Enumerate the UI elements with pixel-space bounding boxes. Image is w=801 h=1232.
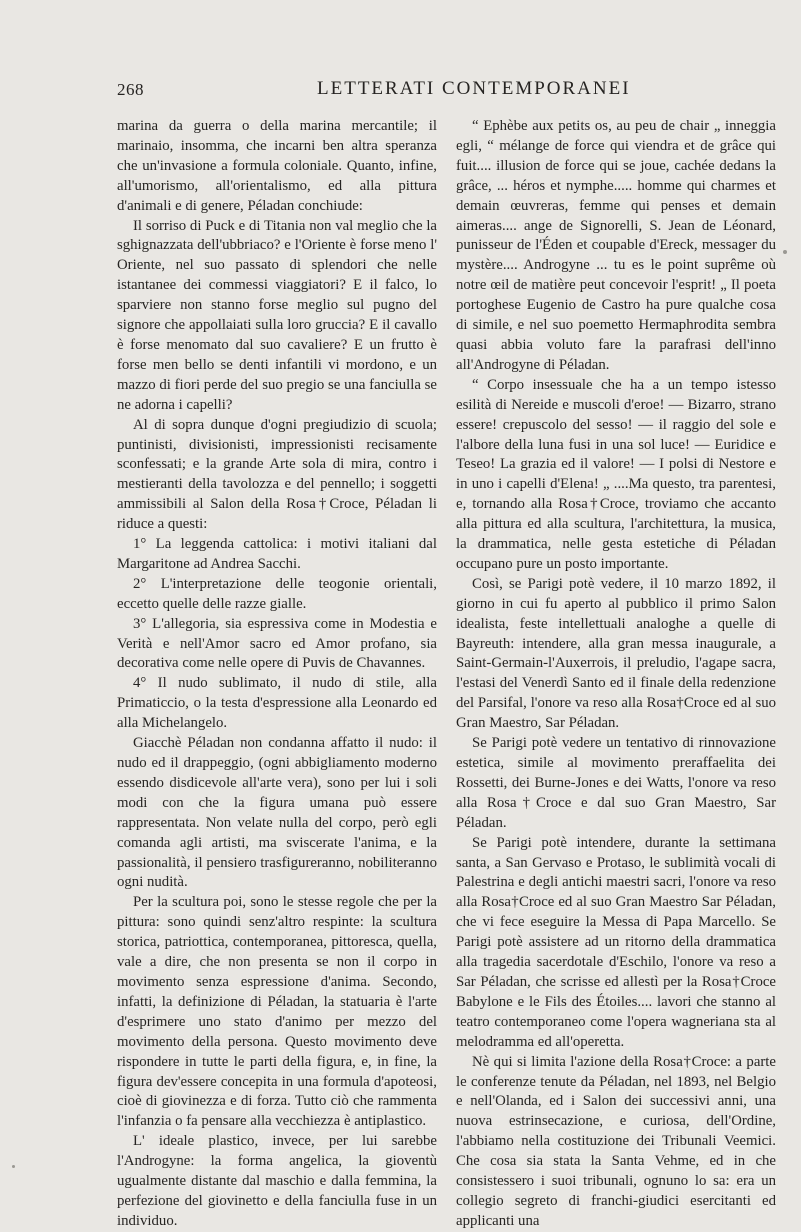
list-item: 1° La leggenda cattolica: i motivi italiani dal Margaritone ad Andrea Sacchi. — [117, 536, 437, 572]
page-number: 268 — [117, 80, 144, 99]
left-column — [117, 117, 437, 1232]
paragraph: “ Ephèbe aux petits os, au peu de chair „ inneggia egli, “ mélange de force qui viendra et de grâce qui fuit.... illusion de force qui se joue, cachée dedans la grâce, ... héros et nymphe..... homme qui charmes et demain œuvreras, femme qui penses et demain aimeras.... ange de Signorelli, S. Jean de Léonard, punisseur de l'Éden et coupable d'Ereck, messager du mystère.... Androgyne ... tu es le point suprême où notre œil de matière peut concevoir l'esprit! „ Il poeta portoghese Eugenio de Castro ha pure qualche cosa di simile, e nel suo poemetto Hermaphrodita sembra quasi abbia voluto fare la parafrasi dell'inno all'Androgyne di Péladan. — [456, 118, 776, 373]
paper-speck — [783, 250, 787, 254]
list-item: 3° L'allegoria, sia espressiva come in Modestia e Verità e nell'Amor sacro ed Amor profano, sia decorativa come nelle opere di Puvis de Chavannes. — [117, 615, 437, 672]
paragraph: Se Parigi potè vedere un tentativo di rinnovazione estetica, simile al movimento preraffaelita dei Rossetti, dei Burne-Jones e dei Watts, l'onore va reso alla Rosa†Croce e dal suo Gran Maestro, Sar Péladan. — [456, 735, 776, 831]
page-header — [117, 74, 777, 104]
paragraph: L' ideale plastico, invece, per lui sarebbe l'Androgyne: la forma angelica, la gioventù ugualmente distante dal maschio e dalla femmina, la perfezione del giovinetto e della fanciulla fuse in un individuo. — [117, 1133, 437, 1229]
paragraph: Il sorriso di Puck e di Titania non val meglio che la sghignazzata dell'ubbriaco? e l'Oriente è forse meno l' Oriente, nel suo passato di splendori che nelle istantanee dei commessi viaggiatori? E il falco, lo sparviere non stanno forse meglio sul pugno del signore che appollaiati sulla loro gruccia? E il cavallo è forse menomato dal suo cavaliere? E un frutto è forse men bello se denti infantili vi mordono, e un mazzo di fiori perde del suo pregio se una fanciulla se ne adorna i capelli? — [117, 217, 437, 413]
running-title: LETTERATI CONTEMPORANEI — [317, 78, 631, 99]
paragraph: Così, se Parigi potè vedere, il 10 marzo 1892, il giorno in cui fu aperto al pubblico il primo Salon idealista, feste intellettuali analoghe a quelle di Bayreuth: intendere, alla gran messa inaugurale, a Saint-Germain-l'Auxerrois, il preludio, l'agape sacra, l'estasi del Venerdì Santo ed il finale della redenzione del Parsifal, l'onore va reso alla Rosa†Croce ed al suo Gran Maestro, Sar Péladan. — [456, 575, 776, 732]
list-item: 4° Il nudo sublimato, il nudo di stile, alla Primaticcio, o la testa d'espressione alla Leonardo ed alla Michelangelo. — [117, 675, 437, 732]
paragraph: Nè qui si limita l'azione della Rosa†Croce: a parte le conferenze tenute da Péladan, nel 1893, nel Belgio e nell'Olanda, ed i Salon dei successivi anni, una nuova estrinsecazione, e curiosa, dell'Ordine, l'abbiamo nella costituzione dei Tribunali Veemici. Che cosa sia stata la Santa Vehme, ed in che consistessero i suoi tribunali, ognuno lo sa: era un collegio segreto di franchi-giudici esercitanti ed applicanti una — [456, 1053, 776, 1229]
paragraph: Al di sopra dunque d'ogni pregiudizio di scuola; puntinisti, divisionisti, impressionisti recisamente sconfessati; e la grande Arte sola di mira, contro i mestieranti della tavolozza e del pennello; i soggetti ammissibili al Salon della Rosa†Croce, Péladan li riduce a questi: — [117, 416, 437, 533]
paragraph: marina da guerra o della marina mercantile; il marinaio, insomma, che incarni ben altra speranza che un'invasione a formula coloniale. Quanto, infine, all'umorismo, all'orientalismo, ed alla pittura d'animali e di genere, Péladan conchiude: — [117, 118, 437, 214]
paragraph: Se Parigi potè intendere, durante la settimana santa, a San Gervaso e Protaso, le sublimità vocali di Palestrina e degli antichi maestri sacri, l'onore va reso alla Rosa†Croce ed al suo Gran Maestro Sar Péladan, che vi fece eseguire la Messa di Papa Marcello. Se Parigi potè assistere ad un ritorno della drammatica alla tragedia sacerdotale d'Eschilo, l'onore va reso a Sar Péladan, che scrisse ed allestì per la Rosa†Croce Babylone e le Fils des Étoiles.... lavori che stanno al teatro contemporaneo come l'opera wagneriana sta al melodramma ed all'operetta. — [456, 834, 776, 1050]
paragraph: Giacchè Péladan non condanna affatto il nudo: il nudo ed il drappeggio, (ogni abbigliamento moderno essendo disdicevole all'arte vera), sono per lui i soli modi con che la figura umana può essere rappresentata. Non velate nulla del corpo, però egli comanda agli artisti, ma sviscerate l'anima, e la passionalità, il pensiero trasfigureranno, nobiliteranno ogni nudità. — [117, 735, 437, 891]
paragraph: Per la scultura poi, sono le stesse regole che per la pittura: sono quindi senz'altro respinte: la scultura storica, patriottica, contemporanea, pittoresca, quella, vale a dire, che non presenta se non il corpo in movimento senza espressione d'anima. Secondo, infatti, la definizione di Péladan, la statuaria è l'arte d'esprimere uno stato d'animo per mezzo del movimento della persona. Questo movimento deve rispondere in tutte le parti della figura, e, in fine, la figura dev'essere concepita in una formula d'apoteosi, cioè di giovinezza e di forza. Tutto ciò che rammenta l'infanzia o fa pensare alla vecchiezza è antiplastico. — [117, 894, 437, 1130]
right-column — [456, 117, 776, 1232]
paragraph: “ Corpo insessuale che ha a un tempo istesso esilità di Nereide e muscoli d'eroe! — Bizarro, strano essere! crepuscolo del sesso! — il raggio del sole e l'albore della luna fusi in una sol luce! — Euridice e Teseo! La grazia ed il valore! — I polsi di Nestore e in uno i capelli d'Elena! „ ....Ma questo, tra parentesi, e, tornando alla Rosa†Croce, troviamo che accanto alla pittura ed alla scultura, l'architettura, la musica, la drammatica, nelle gesta estetiche di Péladan occupano pure un posto importante. — [456, 376, 776, 572]
paper-speck — [12, 1165, 15, 1168]
list-item: 2° L'interpretazione delle teogonie orientali, eccetto quelle delle razze gialle. — [117, 575, 437, 612]
